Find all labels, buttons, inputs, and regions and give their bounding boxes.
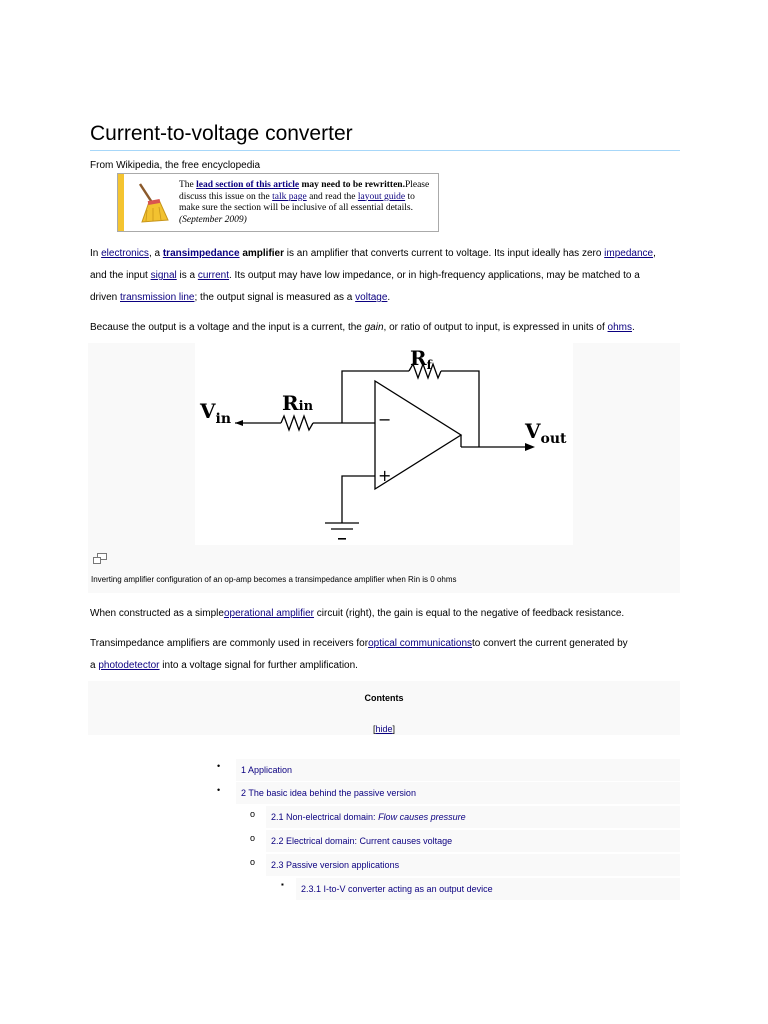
vin-arrow xyxy=(235,420,243,426)
layout-guide-link[interactable]: layout guide xyxy=(357,191,406,202)
page-title: Current-to-voltage converter xyxy=(90,122,680,151)
circuit-figure xyxy=(88,343,680,593)
circuit-diagram[interactable] xyxy=(195,343,573,545)
transmission-line-link[interactable]: transmission line xyxy=(120,292,195,303)
toc-bullet: o xyxy=(250,809,256,819)
site-subtitle: From Wikipedia, the free encyclopedia xyxy=(90,160,261,171)
intro-paragraph-3: driven transmission line; the output signal is measured as a voltage. xyxy=(90,292,391,303)
electronics-link[interactable]: electronics xyxy=(101,248,149,259)
toc-hide-toggle: [hide] xyxy=(372,724,396,734)
operational-amplifier-link[interactable]: operational amplifier xyxy=(223,608,315,619)
toc-bullet: o xyxy=(250,857,256,867)
notice-bar xyxy=(118,174,124,231)
intro-paragraph-2: and the input signal is a current. Its output may have low impedance, or in high-frequency applications, may be matched to a xyxy=(90,270,640,281)
impedance-link[interactable]: impedance xyxy=(604,248,654,259)
ohms-link[interactable]: ohms xyxy=(607,322,632,333)
rin-label: Rin xyxy=(282,391,314,415)
usage-paragraph-2: a photodetector into a voltage signal for further amplification. xyxy=(90,660,358,671)
current-link[interactable]: current xyxy=(197,270,229,281)
notice-text: The lead section of this article may need to be rewritten.Please discuss this issue on the talk page and read the layout guide to make sure the section will be inclusive of all essential details. (September 2009) xyxy=(179,180,430,225)
gain-paragraph: Because the output is a voltage and the input is a current, the gain, or ratio of output to input, is expressed in units of ohms. xyxy=(90,322,635,333)
toc-item-1[interactable]: 1 Application xyxy=(236,759,680,781)
toc-header xyxy=(88,681,680,735)
toc-title: Contents xyxy=(364,693,404,703)
talk-page-link[interactable]: talk page xyxy=(272,191,307,202)
construction-paragraph: When constructed as a simpleoperational amplifier circuit (right), the gain is equal to the negative of feedback resistance. xyxy=(90,608,625,619)
toc-item-2-3[interactable]: 2.3 Passive version applications xyxy=(266,854,680,876)
toc-item-2[interactable]: 2 The basic idea behind the passive version xyxy=(236,782,680,804)
signal-link[interactable]: signal xyxy=(150,270,177,281)
transimpedance-link[interactable]: transimpedance xyxy=(162,248,240,259)
lead-section-link[interactable]: lead section of this article xyxy=(196,180,300,190)
cleanup-notice xyxy=(117,173,439,232)
vout-arrow xyxy=(525,443,535,451)
toc-bullet: • xyxy=(217,761,221,771)
toc-item-2-3-1[interactable]: 2.3.1 I-to-V converter acting as an output device xyxy=(296,878,680,900)
toc-item-2-1[interactable]: 2.1 Non-electrical domain: Flow causes pressure xyxy=(266,806,680,828)
voltage-link[interactable]: voltage xyxy=(355,292,388,303)
photodetector-link[interactable]: photodetector xyxy=(98,660,160,671)
enlarge-icon[interactable] xyxy=(93,553,107,564)
usage-paragraph-1: Transimpedance amplifiers are commonly used in receivers foroptical communicationsto convert the current generated by xyxy=(90,638,628,649)
optical-communications-link[interactable]: optical communications xyxy=(368,638,473,649)
toc-bullet: o xyxy=(250,833,256,843)
toc-item-2-2[interactable]: 2.2 Electrical domain: Current causes voltage xyxy=(266,830,680,852)
toc-bullet: • xyxy=(217,785,221,795)
figure-caption: Inverting amplifier configuration of an op-amp becomes a transimpedance amplifier when Rin is 0 ohms xyxy=(91,575,457,584)
intro-paragraph-1: In electronics, a transimpedance amplifier is an amplifier that converts current to voltage. Its input ideally has zero impedance, xyxy=(90,248,656,259)
plus-label: + xyxy=(378,466,392,485)
toc-hide-link[interactable]: hide xyxy=(375,724,393,734)
vin-label: $V_{in}$ xyxy=(200,399,232,427)
broom-icon xyxy=(132,180,172,226)
minus-label: − xyxy=(378,410,392,429)
rf-label: $R_f$ xyxy=(410,346,432,372)
vout-label: $V_{out}$ xyxy=(525,419,567,447)
toc-bullet: ▪ xyxy=(281,880,284,889)
